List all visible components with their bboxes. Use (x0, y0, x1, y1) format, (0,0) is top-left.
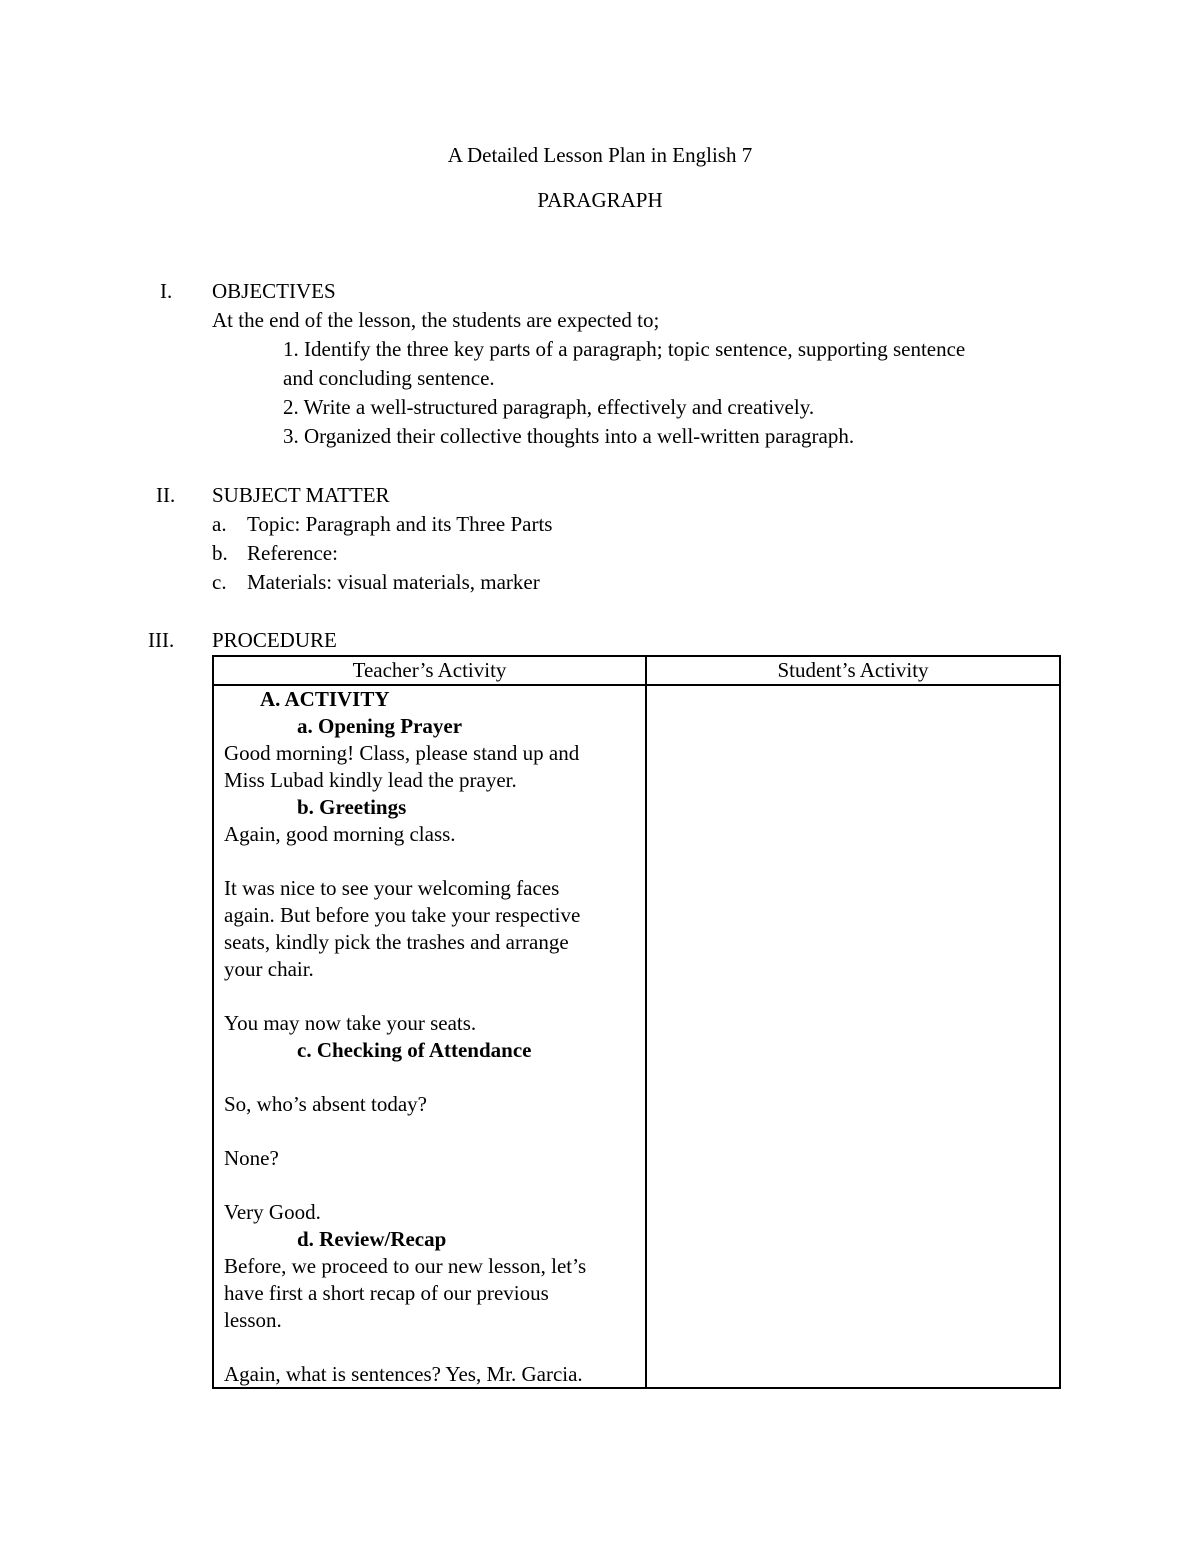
teacher-line: your chair. (224, 957, 314, 981)
section-numeral: I. (160, 279, 173, 303)
teacher-line: Good morning! Class, please stand up and (224, 741, 580, 765)
section-numeral: II. (156, 483, 176, 507)
teacher-line: seats, kindly pick the trashes and arrange (224, 930, 569, 954)
procedure-table (212, 655, 1061, 1389)
teacher-line: You may now take your seats. (224, 1011, 477, 1035)
table-row (213, 685, 1060, 1388)
objective-item: and concluding sentence. (283, 366, 495, 390)
section-heading: SUBJECT MATTER (212, 483, 390, 507)
list-item: Reference: (247, 541, 338, 565)
teacher-line: lesson. (224, 1308, 282, 1332)
table-header-row (213, 656, 1060, 685)
student-activity-cell (646, 685, 1060, 1388)
section-numeral: III. (148, 628, 175, 652)
teacher-line: So, who’s absent today? (224, 1092, 427, 1116)
objective-item: 2. Write a well-structured paragraph, effectively and creatively. (283, 395, 815, 419)
student-activity-header: Student’s Activity (646, 656, 1060, 685)
teacher-line: Again, what is sentences? Yes, Mr. Garcia. (224, 1362, 583, 1386)
teacher-activity-header: Teacher’s Activity (213, 656, 646, 685)
section-heading: OBJECTIVES (212, 279, 336, 303)
list-item: Topic: Paragraph and its Three Parts (247, 512, 553, 536)
teacher-activity-cell (213, 685, 646, 1388)
subsection-heading: a. Opening Prayer (297, 714, 463, 738)
teacher-line: again. But before you take your respective (224, 903, 581, 927)
list-marker: c. (212, 570, 227, 594)
list-marker: a. (212, 512, 227, 536)
teacher-line: Very Good. (224, 1200, 321, 1224)
subsection-heading: c. Checking of Attendance (297, 1038, 532, 1062)
activity-heading: A. ACTIVITY (260, 687, 390, 711)
subsection-heading: d. Review/Recap (297, 1227, 447, 1251)
subsection-heading: b. Greetings (297, 795, 407, 819)
document-subtitle: PARAGRAPH (537, 188, 663, 212)
teacher-line: have first a short recap of our previous (224, 1281, 549, 1305)
teacher-line: None? (224, 1146, 279, 1170)
teacher-line: Before, we proceed to our new lesson, let’s (224, 1254, 587, 1278)
objectives-intro: At the end of the lesson, the students are expected to; (212, 308, 660, 332)
teacher-line: Again, good morning class. (224, 822, 456, 846)
section-heading: PROCEDURE (212, 628, 337, 652)
list-marker: b. (212, 541, 228, 565)
list-item: Materials: visual materials, marker (247, 570, 540, 594)
objective-item: 3. Organized their collective thoughts into a well-written paragraph. (283, 424, 855, 448)
teacher-line: Miss Lubad kindly lead the prayer. (224, 768, 517, 792)
document-title: A Detailed Lesson Plan in English 7 (447, 143, 753, 167)
teacher-line: It was nice to see your welcoming faces (224, 876, 560, 900)
objective-item: 1. Identify the three key parts of a paragraph; topic sentence, supporting sentence (283, 337, 966, 361)
